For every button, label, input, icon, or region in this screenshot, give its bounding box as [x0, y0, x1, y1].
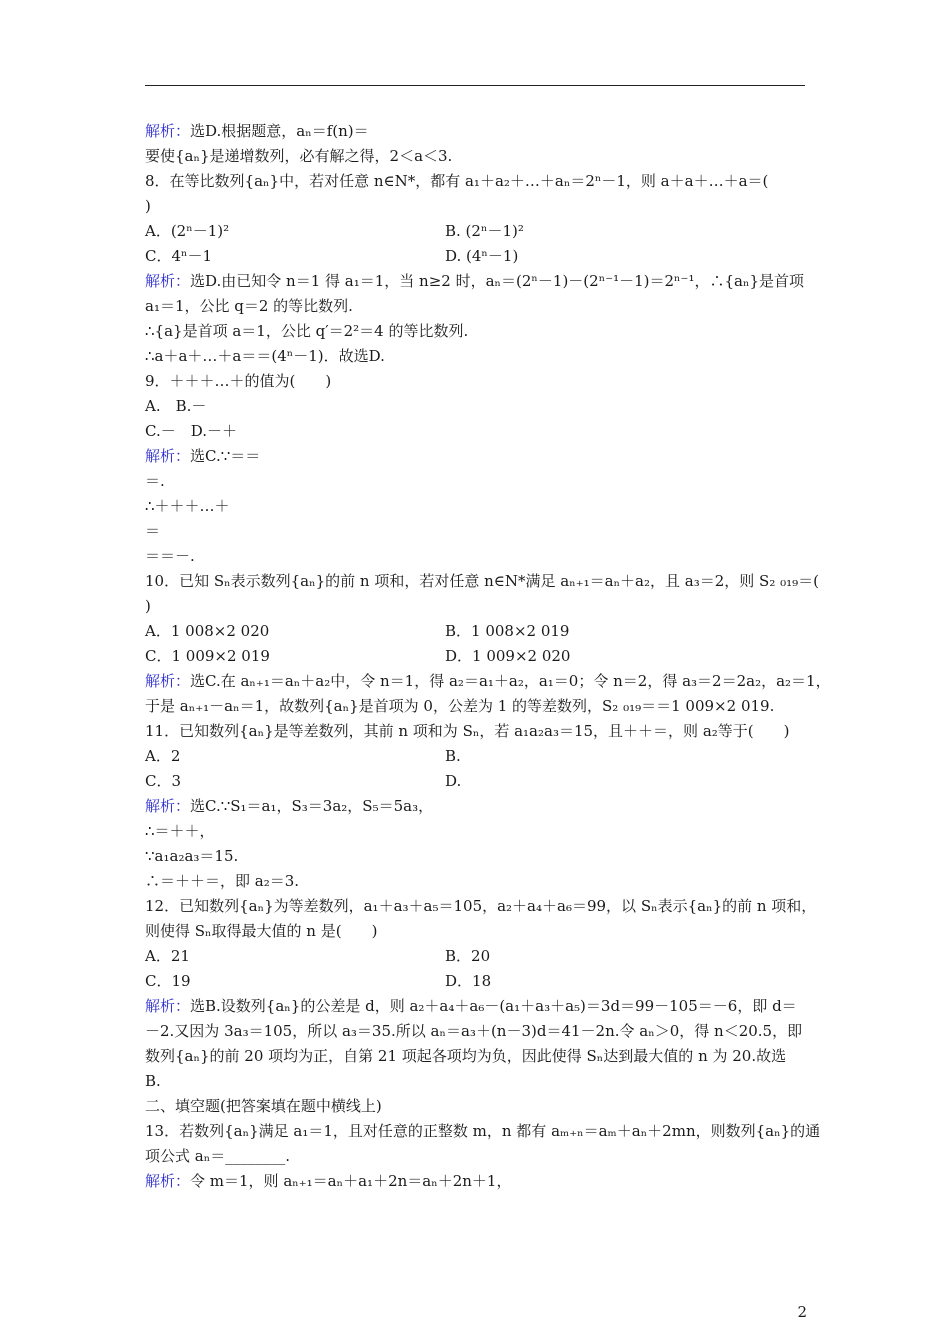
text-line: 12．已知数列{aₙ}为等差数列，a₁＋a₃＋a₅＝105，a₂＋a₄＋a₆＝99，以 Sₙ表示{aₙ}的前 n 项和，: [145, 897, 817, 915]
text-line: 10．已知 Sₙ表示数列{aₙ}的前 n 项和，若对任意 n∈N*满足 aₙ₊₁＝aₙ＋a₂，且 a₃＝2，则 S₂ ₀₁₉＝(: [145, 572, 819, 590]
option-left: A．(2ⁿ－1)²: [145, 222, 230, 240]
analysis-text: 选C.在 aₙ₊₁＝aₙ＋a₂中，令 n＝1，得 a₂＝a₁＋a₂，a₁＝0；令 n＝2，得 a₃＝2＝2a₂，a₂＝1，: [190, 672, 831, 690]
option-left: C．3: [145, 772, 182, 790]
option-right: D. (4ⁿ－1): [445, 247, 519, 265]
analysis-label: 解析：: [145, 272, 191, 290]
text-line: 要使{aₙ}是递增数列，必有解之得，2＜a＜3.: [145, 147, 453, 165]
text-line: ∴＋＋＋…＋: [145, 497, 230, 515]
header-rule: [145, 85, 805, 86]
analysis-text: 令 m＝1，则 aₙ₊₁＝aₙ＋a₁＋2n＝aₙ＋2n＋1，: [190, 1172, 512, 1190]
analysis-label: 解析：: [145, 447, 191, 465]
text-line: ): [145, 597, 151, 615]
document-body: [145, 119, 831, 1194]
option-left: A．1 008×2 020: [145, 622, 270, 640]
answer-options: [145, 644, 807, 669]
answer-options: [145, 619, 807, 644]
option-right: B．20: [445, 947, 491, 965]
option-right: D.: [445, 772, 462, 790]
option-left: C．4ⁿ－1: [145, 247, 213, 265]
option-left: A．2: [145, 747, 181, 765]
text-line: ): [145, 197, 151, 215]
answer-options: [145, 769, 807, 794]
option-left: C．19: [145, 972, 191, 990]
analysis-line: [145, 1169, 807, 1194]
option-right: D．18: [445, 972, 492, 990]
answer-options: [145, 219, 807, 244]
text-line: ＝: [145, 522, 161, 540]
text-line: ∴＝＋＋＝，即 a₂＝3.: [145, 872, 300, 890]
analysis-label: 解析：: [145, 797, 191, 815]
text-line: 9．＋＋＋…＋的值为( ): [145, 372, 332, 390]
text-line: C.－ D.－＋: [145, 422, 237, 440]
analysis-label: 解析：: [145, 122, 191, 140]
text-line: ∵a₁a₂a₃＝15.: [145, 847, 239, 865]
answer-options: [145, 944, 807, 969]
text-line: 则使得 Sₙ取得最大值的 n 是( ): [145, 922, 378, 940]
text-line: ＝＝－.: [145, 547, 195, 565]
text-line: B.: [145, 1072, 161, 1090]
text-line: ∴{a}是首项 a＝1，公比 q′＝2²＝4 的等比数列.: [145, 322, 469, 340]
answer-options: [145, 969, 807, 994]
analysis-line: [145, 669, 831, 694]
analysis-label: 解析：: [145, 672, 191, 690]
page-number: 2: [797, 1303, 807, 1321]
text-line: ∴a＋a＋…＋a＝＝(4ⁿ－1)．故选D.: [145, 347, 385, 365]
text-line: ＝.: [145, 472, 165, 490]
answer-options: [145, 744, 807, 769]
text-line: 二、填空题(把答案填在题中横线上): [145, 1097, 382, 1115]
option-right: D．1 009×2 020: [445, 647, 571, 665]
analysis-label: 解析：: [145, 997, 191, 1015]
option-left: A．21: [145, 947, 190, 965]
text-line: 11．已知数列{aₙ}是等差数列，其前 n 项和为 Sₙ，若 a₁a₂a₃＝15，且＋＋＝，则 a₂等于( ): [145, 722, 790, 740]
answer-options: [145, 244, 807, 269]
option-right: B.: [445, 747, 461, 765]
analysis-text: 选C.∵＝＝: [190, 447, 261, 465]
text-line: A. B.－: [145, 397, 207, 415]
analysis-line: [145, 794, 807, 819]
analysis-text: 选D.由已知令 n＝1 得 a₁＝1，当 n≥2 时，aₙ＝(2ⁿ－1)－(2ⁿ⁻¹－1)＝2ⁿ⁻¹，∴{aₙ}是首项: [190, 272, 804, 290]
analysis-line: [145, 444, 807, 469]
analysis-line: [145, 269, 807, 294]
analysis-text: 选C.∵S₁＝a₁，S₃＝3a₂，S₅＝5a₃，: [190, 797, 434, 815]
analysis-text: 选D.根据题意，aₙ＝f(n)＝: [190, 122, 369, 140]
text-line: －2.又因为 3a₃＝105，所以 a₃＝35.所以 aₙ＝a₃＋(n－3)d＝41－2n.令 aₙ＞0，得 n＜20.5，即: [145, 1022, 803, 1040]
text-line: 项公式 aₙ＝________.: [145, 1147, 290, 1165]
text-line: 13．若数列{aₙ}满足 a₁＝1，且对任意的正整数 m，n 都有 aₘ₊ₙ＝aₘ＋aₙ＋2mn，则数列{aₙ}的通: [145, 1122, 821, 1140]
text-line: 于是 aₙ₊₁－aₙ＝1，故数列{aₙ}是首项为 0，公差为 1 的等差数列，S₂ ₀₁₉＝＝1 009×2 019.: [145, 697, 775, 715]
analysis-line: [145, 119, 807, 144]
analysis-label: 解析：: [145, 1172, 191, 1190]
text-line: 8．在等比数列{aₙ}中，若对任意 n∈N*，都有 a₁＋a₂＋…＋aₙ＝2ⁿ－1，则 a＋a＋…＋a＝(: [145, 172, 769, 190]
text-line: a₁＝1，公比 q＝2 的等比数列.: [145, 297, 353, 315]
analysis-text: 选B.设数列{aₙ}的公差是 d，则 a₂＋a₄＋a₆－(a₁＋a₃＋a₅)＝3d＝99－105＝－6，即 d＝: [190, 997, 797, 1015]
text-line: ∴＝＋＋，: [145, 822, 215, 840]
option-left: C．1 009×2 019: [145, 647, 270, 665]
analysis-line: [145, 994, 807, 1019]
option-right: B. (2ⁿ－1)²: [445, 222, 524, 240]
text-line: 数列{aₙ}的前 20 项均为正，自第 21 项起各项均为负，因此使得 Sₙ达到最大值的 n 为 20.故选: [145, 1047, 787, 1065]
option-right: B．1 008×2 019: [445, 622, 570, 640]
